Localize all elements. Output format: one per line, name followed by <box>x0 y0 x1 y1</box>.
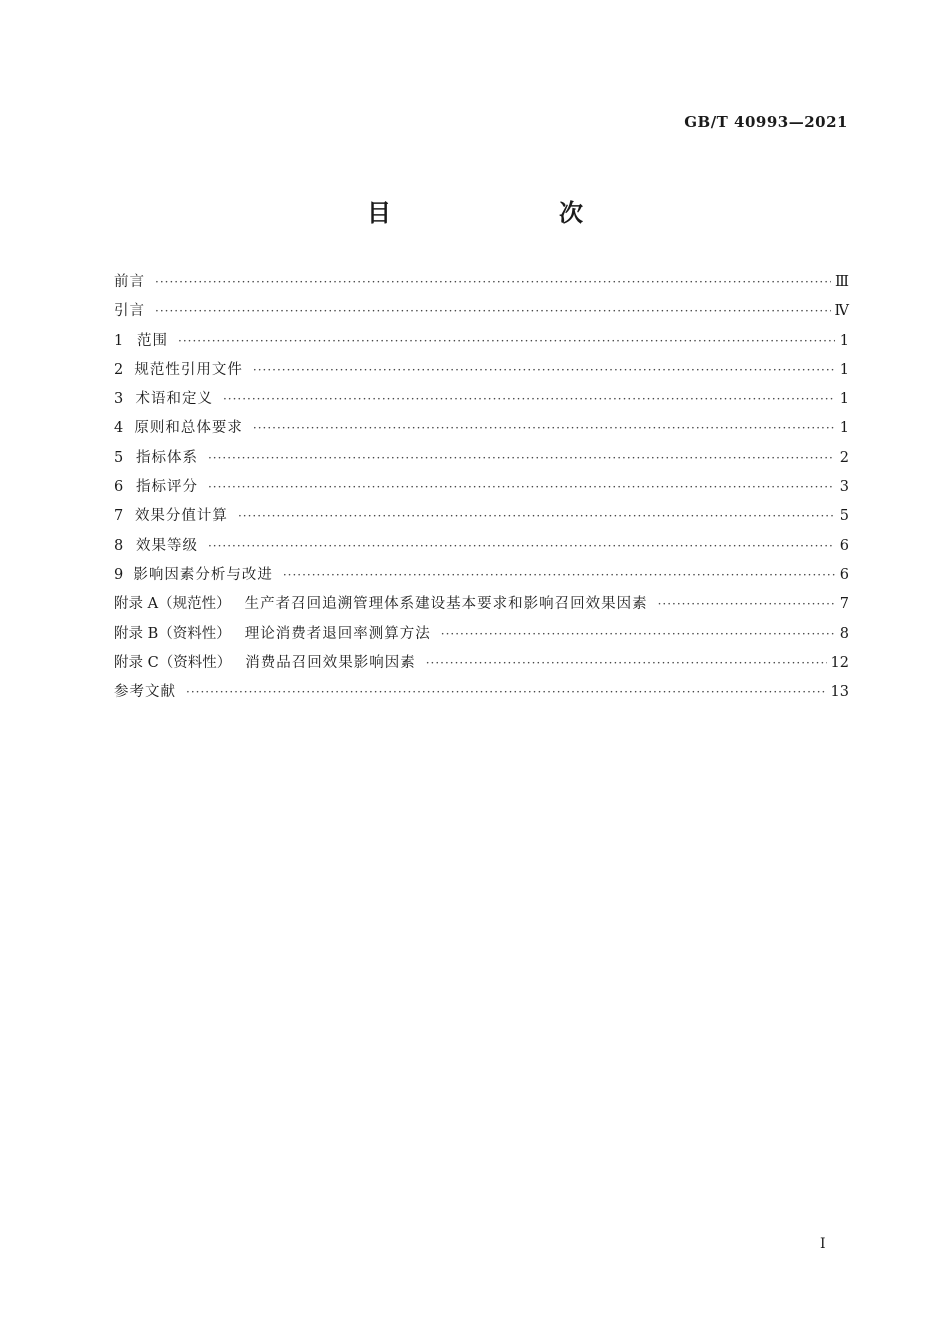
toc-entry[interactable] <box>114 563 849 592</box>
toc-page-number: 6 <box>839 566 849 583</box>
toc-entry[interactable] <box>114 504 849 533</box>
toc-entry[interactable] <box>114 387 849 416</box>
toc-page-number: 6 <box>839 537 849 554</box>
toc-leader-dots <box>208 451 835 465</box>
toc-page-number: 8 <box>839 625 849 642</box>
toc-entry[interactable] <box>114 475 849 504</box>
toc-label: 理论消费者退回率测算方法 <box>244 625 431 642</box>
toc-label: 指标体系 <box>135 449 198 466</box>
toc-section-number: 9 <box>114 566 124 583</box>
toc-page-number: 1 <box>839 361 849 378</box>
toc-page-number: Ⅲ <box>835 274 849 290</box>
toc-page-number: 5 <box>839 508 849 525</box>
toc-page-number: 13 <box>830 684 849 701</box>
toc-leader-dots <box>658 597 835 611</box>
toc-page-number: 1 <box>839 420 849 437</box>
toc-label: 消费品召回效果影响因素 <box>245 654 416 671</box>
toc-leader-dots <box>155 304 831 318</box>
toc-label: 效果等级 <box>135 537 198 554</box>
toc-annex-tag: 附录 A（规范性） <box>114 596 231 613</box>
toc-entry[interactable] <box>114 446 849 475</box>
toc-entry[interactable] <box>114 329 849 358</box>
toc-entry[interactable] <box>114 270 849 299</box>
toc-label: 规范性引用文件 <box>134 361 243 378</box>
toc-entry[interactable] <box>114 680 849 709</box>
toc-entry[interactable] <box>114 592 849 621</box>
toc-leader-dots <box>208 480 835 494</box>
toc-label: 效果分值计算 <box>134 508 228 525</box>
toc-label: 指标评分 <box>135 479 198 496</box>
toc-annex-tag: 附录 B（资料性） <box>114 625 231 642</box>
toc-entry[interactable] <box>114 299 849 328</box>
table-of-contents <box>114 270 849 709</box>
toc-leader-dots <box>283 568 835 582</box>
toc-label: 生产者召回追溯管理体系建设基本要求和影响召回效果因素 <box>244 596 648 613</box>
toc-leader-dots <box>238 509 835 523</box>
standard-code: GB/T 40993—2021 <box>684 113 848 131</box>
toc-leader-dots <box>208 539 835 553</box>
toc-leader-dots <box>426 656 827 670</box>
toc-page-number: 3 <box>839 479 849 496</box>
toc-label: 引言 <box>114 303 145 320</box>
toc-section-number: 4 <box>114 420 124 437</box>
toc-leader-dots <box>253 421 835 435</box>
toc-page-number: 1 <box>839 332 849 349</box>
toc-section-number: 5 <box>114 449 124 466</box>
toc-entry[interactable] <box>114 622 849 651</box>
toc-label: 范围 <box>137 332 169 349</box>
toc-page-number: 1 <box>839 391 849 408</box>
toc-leader-dots <box>253 363 835 377</box>
toc-label: 影响因素分析与改进 <box>133 566 273 583</box>
toc-section-number: 8 <box>114 537 124 554</box>
toc-page-number: Ⅳ <box>834 303 849 320</box>
toc-leader-dots <box>186 685 827 699</box>
toc-label: 术语和定义 <box>135 391 213 408</box>
toc-page-number: 12 <box>830 654 849 671</box>
toc-label: 参考文献 <box>114 684 176 701</box>
toc-section-number: 3 <box>114 391 124 408</box>
page-folio: Ⅰ <box>820 1236 826 1252</box>
toc-leader-dots <box>223 392 835 406</box>
toc-title: 目 次 <box>367 198 623 227</box>
toc-annex-tag: 附录 C（资料性） <box>114 654 232 671</box>
toc-section-number: 6 <box>114 479 124 496</box>
toc-leader-dots <box>178 334 835 348</box>
toc-leader-dots <box>441 627 835 641</box>
toc-page-number: 7 <box>839 596 849 613</box>
toc-entry[interactable] <box>114 651 849 680</box>
toc-entry[interactable] <box>114 358 849 387</box>
toc-section-number: 7 <box>114 508 124 525</box>
toc-section-number: 2 <box>114 361 124 378</box>
toc-entry[interactable] <box>114 534 849 563</box>
toc-section-number: 1 <box>114 332 124 349</box>
toc-leader-dots <box>155 275 831 289</box>
toc-page-number: 2 <box>839 449 849 466</box>
toc-entry[interactable] <box>114 416 849 445</box>
toc-label: 原则和总体要求 <box>134 420 243 437</box>
toc-label: 前言 <box>114 274 145 290</box>
